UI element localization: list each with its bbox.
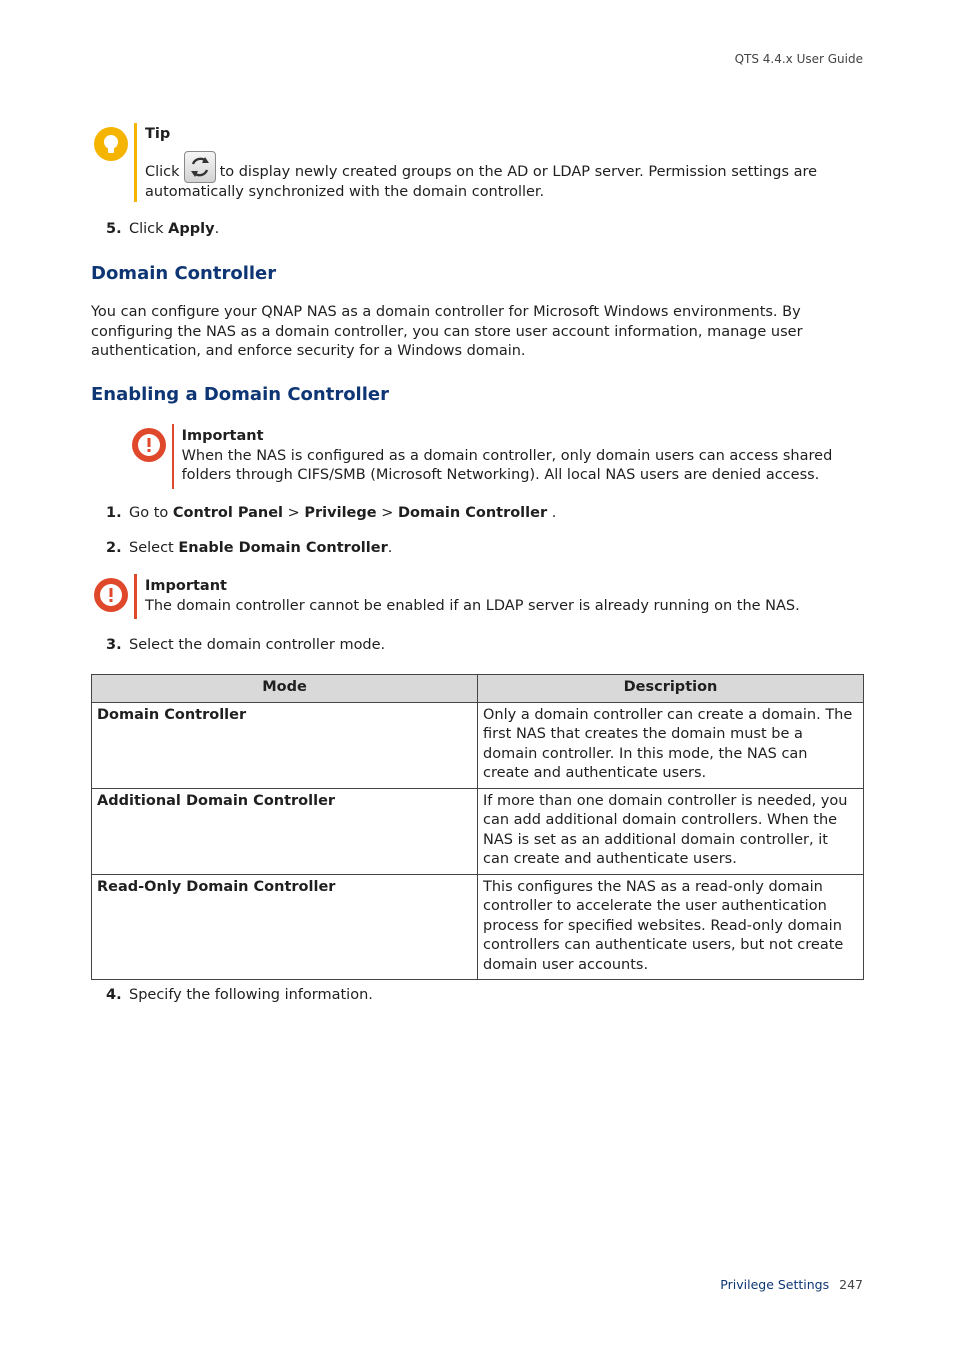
important-title: Important: [145, 578, 227, 594]
lightbulb-icon: [94, 127, 128, 161]
table-row: [92, 702, 864, 788]
guide-title: QTS 4.4.x User Guide: [734, 52, 863, 66]
description-cell: Only a domain controller can create a domain. The first NAS that creates the domain must be a domain controller. In this mode, the NAS can create and authenticate users.: [478, 702, 864, 788]
step-suffix: .: [547, 505, 557, 521]
mode-table: [91, 674, 864, 980]
step-number: 2.: [106, 540, 122, 556]
step-number: 5.: [106, 221, 122, 237]
footer-section-name: Privilege Settings: [720, 1277, 830, 1292]
description-cell: This configures the NAS as a read-only domain controller to accelerate the user authentication process for specified websites. Read-only domain controllers can authenticate users, but not create domain user accounts.: [478, 874, 864, 980]
step-bold: Apply: [168, 221, 215, 237]
important-title: Important: [181, 428, 264, 444]
section-title-domain-controller: Domain Controller: [91, 263, 277, 284]
menu-path-control-panel: Control Panel: [172, 505, 284, 521]
step-4: [106, 986, 373, 1006]
step-bold: Enable Domain Controller: [178, 540, 388, 556]
table-header-row: [92, 675, 864, 703]
step-1: [106, 504, 556, 524]
tip-text-line2: automatically synchronized with the domain controller.: [145, 183, 545, 200]
tip-text-after: to display newly created groups on the AD or LDAP server. Permission settings are: [219, 163, 818, 180]
important-text: The domain controller cannot be enabled if an LDAP server is already running on the NAS.: [145, 597, 800, 614]
step-suffix: .: [387, 540, 393, 556]
tip-title: Tip: [145, 126, 171, 142]
menu-path-privilege: Privilege: [304, 505, 377, 521]
exclamation-icon: [132, 428, 166, 462]
column-header-mode: Mode: [92, 675, 478, 703]
exclamation-icon: [94, 578, 128, 612]
table-row: [92, 874, 864, 980]
step-text: Select the domain controller mode.: [129, 637, 386, 653]
step-3: [106, 636, 385, 656]
important-note-2: [134, 574, 854, 619]
column-header-description: Description: [478, 675, 864, 703]
section-title-enabling: Enabling a Domain Controller: [91, 384, 389, 405]
important-accent-bar: [134, 574, 137, 619]
section-body: You can configure your QNAP NAS as a domain controller for Microsoft Windows environments. By configuring the NAS as a domain controller, you can store user account information, manage user authentication, and enforce security for a Windows domain.: [91, 304, 803, 359]
important-note-1: [172, 424, 852, 489]
step-number: 4.: [106, 987, 122, 1003]
refresh-icon: [184, 151, 216, 183]
step-number: 1.: [106, 505, 122, 521]
tip-accent-bar: [134, 123, 137, 202]
page-number: 247: [839, 1277, 863, 1292]
tip-note: [134, 123, 834, 202]
mode-cell: Additional Domain Controller: [92, 788, 478, 874]
step-number: 3.: [106, 637, 122, 653]
step-text: Select: [129, 540, 179, 556]
page-footer: [720, 1275, 863, 1295]
step-5: [106, 220, 219, 240]
important-accent-bar: [172, 424, 174, 489]
tip-text-before: Click: [145, 163, 180, 180]
path-separator: >: [376, 505, 398, 521]
step-text: Go to: [129, 505, 173, 521]
mode-cell: Domain Controller: [92, 702, 478, 788]
step-2: [106, 539, 392, 559]
step-text: Specify the following information.: [129, 987, 373, 1003]
important-text: When the NAS is configured as a domain controller, only domain users can access shared folders through CIFS/SMB (Microsoft Networking). All local NAS users are denied access.: [181, 447, 833, 483]
mode-cell: Read-Only Domain Controller: [92, 874, 478, 980]
step-suffix: .: [214, 221, 220, 237]
path-separator: >: [283, 505, 305, 521]
menu-path-domain-controller: Domain Controller: [397, 505, 548, 521]
description-cell: If more than one domain controller is needed, you can add additional domain controllers. When the NAS is set as an additional domain controller, it can create and authenticate users.: [478, 788, 864, 874]
table-row: [92, 788, 864, 874]
step-text: Click: [129, 221, 169, 237]
